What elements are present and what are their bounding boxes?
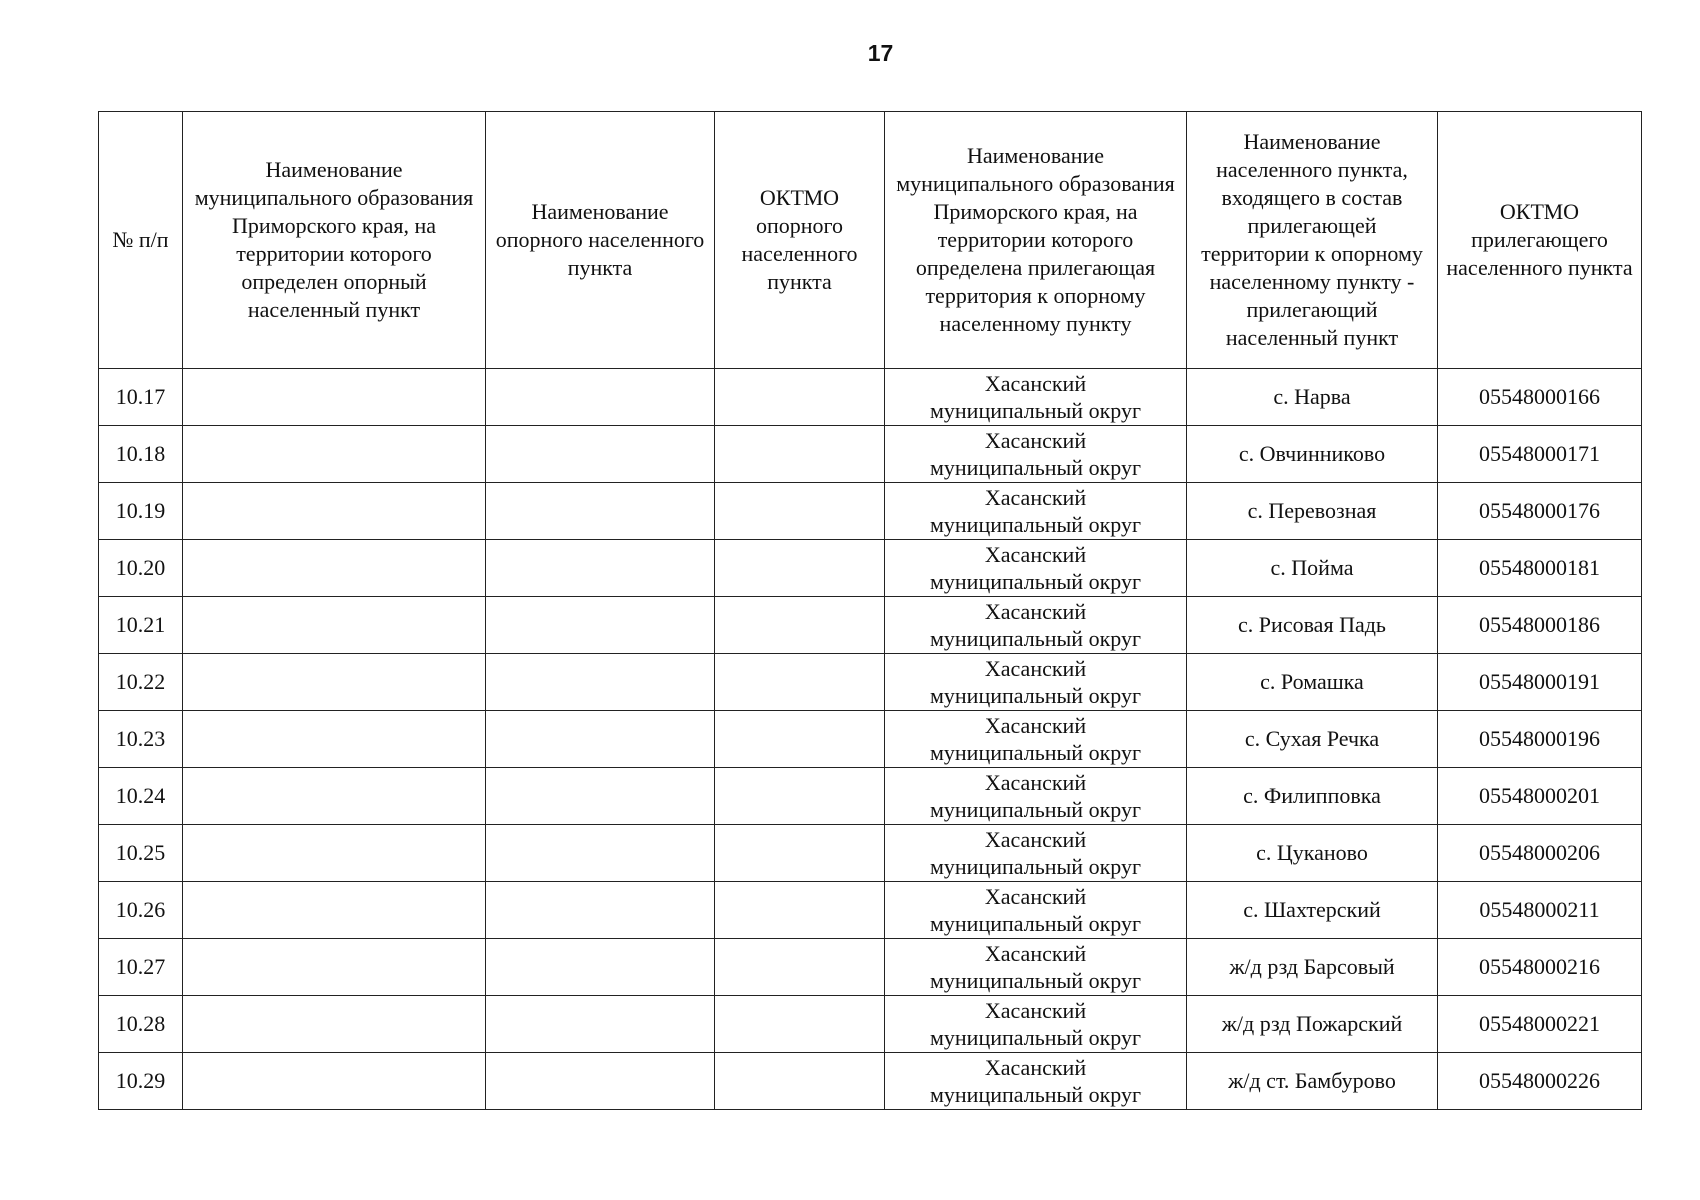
- support-oktmo-cell: [715, 939, 885, 996]
- header-support-settlement: Наименование опорного населенного пункта: [486, 112, 715, 369]
- municipality-type-line: муниципальный округ: [929, 797, 1141, 822]
- table-row: [99, 540, 1642, 597]
- page-number: 17: [867, 40, 894, 66]
- adjacent-municipality-cell: [885, 825, 1187, 882]
- row-number-cell: 10.18: [99, 426, 183, 483]
- settlement-table: [98, 111, 1642, 1110]
- header-adjacent-settlement: Наименование населенного пункта, входящего в состав прилегающей территории к опорному населенному пункту - прилегающий населенный пункт: [1187, 112, 1438, 369]
- support-settlement-cell: [486, 825, 715, 882]
- municipality-name-line: Хасанский: [984, 485, 1087, 510]
- row-number-cell: 10.25: [99, 825, 183, 882]
- adjacent-oktmo-cell: 05548000216: [1438, 939, 1642, 996]
- table-row: [99, 996, 1642, 1053]
- adjacent-settlement-cell: с. Пойма: [1187, 540, 1438, 597]
- municipality-type-line: муниципальный округ: [929, 398, 1141, 423]
- municipality-type-line: муниципальный округ: [929, 1025, 1141, 1050]
- row-number-cell: 10.26: [99, 882, 183, 939]
- adjacent-oktmo-cell: 05548000226: [1438, 1053, 1642, 1110]
- support-oktmo-cell: [715, 654, 885, 711]
- municipality-type-line: муниципальный округ: [929, 740, 1141, 765]
- support-municipality-cell: [183, 939, 486, 996]
- adjacent-settlement-cell: с. Рисовая Падь: [1187, 597, 1438, 654]
- adjacent-oktmo-cell: 05548000201: [1438, 768, 1642, 825]
- adjacent-oktmo-cell: 05548000166: [1438, 369, 1642, 426]
- adjacent-municipality-cell: [885, 654, 1187, 711]
- table-row: [99, 825, 1642, 882]
- support-settlement-cell: [486, 597, 715, 654]
- table-row: [99, 882, 1642, 939]
- support-settlement-cell: [486, 654, 715, 711]
- support-settlement-cell: [486, 711, 715, 768]
- municipality-name-line: Хасанский: [984, 713, 1087, 738]
- adjacent-oktmo-cell: 05548000196: [1438, 711, 1642, 768]
- adjacent-oktmo-cell: 05548000211: [1438, 882, 1642, 939]
- header-adjacent-oktmo: ОКТМО прилегающего населенного пункта: [1438, 112, 1642, 369]
- support-oktmo-cell: [715, 483, 885, 540]
- table-row: [99, 711, 1642, 768]
- adjacent-municipality-cell: [885, 1053, 1187, 1110]
- table-body: [99, 369, 1642, 1110]
- header-row: [99, 112, 1642, 369]
- support-municipality-cell: [183, 654, 486, 711]
- support-settlement-cell: [486, 369, 715, 426]
- municipality-name-line: Хасанский: [984, 998, 1087, 1023]
- table-row: [99, 597, 1642, 654]
- support-oktmo-cell: [715, 426, 885, 483]
- header-number: № п/п: [99, 112, 183, 369]
- table-row: [99, 654, 1642, 711]
- adjacent-settlement-cell: с. Цуканово: [1187, 825, 1438, 882]
- municipality-name-line: Хасанский: [984, 1055, 1087, 1080]
- municipality-name-line: Хасанский: [984, 428, 1087, 453]
- adjacent-settlement-cell: с. Ромашка: [1187, 654, 1438, 711]
- support-municipality-cell: [183, 1053, 486, 1110]
- adjacent-municipality-cell: [885, 996, 1187, 1053]
- municipality-name-line: Хасанский: [984, 656, 1087, 681]
- adjacent-municipality-cell: [885, 540, 1187, 597]
- row-number-cell: 10.27: [99, 939, 183, 996]
- support-oktmo-cell: [715, 882, 885, 939]
- adjacent-oktmo-cell: 05548000176: [1438, 483, 1642, 540]
- support-municipality-cell: [183, 540, 486, 597]
- support-settlement-cell: [486, 939, 715, 996]
- adjacent-municipality-cell: [885, 939, 1187, 996]
- municipality-name-line: Хасанский: [984, 371, 1087, 396]
- support-oktmo-cell: [715, 768, 885, 825]
- support-oktmo-cell: [715, 540, 885, 597]
- municipality-type-line: муниципальный округ: [929, 968, 1141, 993]
- support-settlement-cell: [486, 768, 715, 825]
- support-municipality-cell: [183, 483, 486, 540]
- header-support-oktmo: ОКТМО опорного населенного пункта: [715, 112, 885, 369]
- table-row: [99, 426, 1642, 483]
- municipality-name-line: Хасанский: [984, 827, 1087, 852]
- row-number-cell: 10.28: [99, 996, 183, 1053]
- row-number-cell: 10.20: [99, 540, 183, 597]
- support-settlement-cell: [486, 1053, 715, 1110]
- adjacent-municipality-cell: [885, 483, 1187, 540]
- adjacent-oktmo-cell: 05548000181: [1438, 540, 1642, 597]
- municipality-type-line: муниципальный округ: [929, 455, 1141, 480]
- adjacent-oktmo-cell: 05548000186: [1438, 597, 1642, 654]
- adjacent-oktmo-cell: 05548000191: [1438, 654, 1642, 711]
- adjacent-oktmo-cell: 05548000171: [1438, 426, 1642, 483]
- support-municipality-cell: [183, 882, 486, 939]
- row-number-cell: 10.23: [99, 711, 183, 768]
- adjacent-settlement-cell: с. Шахтерский: [1187, 882, 1438, 939]
- row-number-cell: 10.19: [99, 483, 183, 540]
- municipality-name-line: Хасанский: [984, 542, 1087, 567]
- municipality-type-line: муниципальный округ: [929, 854, 1141, 879]
- support-municipality-cell: [183, 768, 486, 825]
- support-oktmo-cell: [715, 711, 885, 768]
- support-oktmo-cell: [715, 825, 885, 882]
- table-row: [99, 369, 1642, 426]
- adjacent-municipality-cell: [885, 369, 1187, 426]
- support-settlement-cell: [486, 540, 715, 597]
- row-number-cell: 10.24: [99, 768, 183, 825]
- support-municipality-cell: [183, 426, 486, 483]
- header-adjacent-municipality: Наименование муниципального образования Приморского края, на территории которого определена прилегающая территория к опорному населенному пункту: [885, 112, 1187, 369]
- municipality-name-line: Хасанский: [984, 941, 1087, 966]
- adjacent-municipality-cell: [885, 711, 1187, 768]
- table-row: [99, 483, 1642, 540]
- support-municipality-cell: [183, 825, 486, 882]
- support-oktmo-cell: [715, 1053, 885, 1110]
- table-row: [99, 768, 1642, 825]
- adjacent-settlement-cell: с. Филипповка: [1187, 768, 1438, 825]
- row-number-cell: 10.21: [99, 597, 183, 654]
- support-municipality-cell: [183, 996, 486, 1053]
- row-number-cell: 10.29: [99, 1053, 183, 1110]
- municipality-type-line: муниципальный округ: [929, 911, 1141, 936]
- row-number-cell: 10.22: [99, 654, 183, 711]
- settlement-table-container: [98, 111, 1642, 1110]
- municipality-type-line: муниципальный округ: [929, 626, 1141, 651]
- adjacent-oktmo-cell: 05548000221: [1438, 996, 1642, 1053]
- adjacent-settlement-cell: с. Нарва: [1187, 369, 1438, 426]
- adjacent-municipality-cell: [885, 768, 1187, 825]
- adjacent-settlement-cell: с. Перевозная: [1187, 483, 1438, 540]
- support-settlement-cell: [486, 882, 715, 939]
- adjacent-oktmo-cell: 05548000206: [1438, 825, 1642, 882]
- adjacent-settlement-cell: ж/д рзд Пожарский: [1187, 996, 1438, 1053]
- table-row: [99, 939, 1642, 996]
- support-municipality-cell: [183, 369, 486, 426]
- adjacent-municipality-cell: [885, 426, 1187, 483]
- municipality-type-line: муниципальный округ: [929, 683, 1141, 708]
- support-oktmo-cell: [715, 597, 885, 654]
- header-support-municipality: Наименование муниципального образования Приморского края, на территории которого определен опорный населенный пункт: [183, 112, 486, 369]
- adjacent-settlement-cell: с. Овчинниково: [1187, 426, 1438, 483]
- municipality-name-line: Хасанский: [984, 599, 1087, 624]
- support-municipality-cell: [183, 711, 486, 768]
- municipality-name-line: Хасанский: [984, 770, 1087, 795]
- adjacent-settlement-cell: ж/д ст. Бамбурово: [1187, 1053, 1438, 1110]
- support-oktmo-cell: [715, 369, 885, 426]
- adjacent-settlement-cell: ж/д рзд Барсовый: [1187, 939, 1438, 996]
- support-settlement-cell: [486, 996, 715, 1053]
- row-number-cell: 10.17: [99, 369, 183, 426]
- adjacent-municipality-cell: [885, 597, 1187, 654]
- municipality-type-line: муниципальный округ: [929, 1082, 1141, 1107]
- support-settlement-cell: [486, 483, 715, 540]
- support-settlement-cell: [486, 426, 715, 483]
- municipality-type-line: муниципальный округ: [929, 512, 1141, 537]
- adjacent-municipality-cell: [885, 882, 1187, 939]
- table-row: [99, 1053, 1642, 1110]
- municipality-name-line: Хасанский: [984, 884, 1087, 909]
- support-municipality-cell: [183, 597, 486, 654]
- adjacent-settlement-cell: с. Сухая Речка: [1187, 711, 1438, 768]
- support-oktmo-cell: [715, 996, 885, 1053]
- municipality-type-line: муниципальный округ: [929, 569, 1141, 594]
- table-header: [99, 112, 1642, 369]
